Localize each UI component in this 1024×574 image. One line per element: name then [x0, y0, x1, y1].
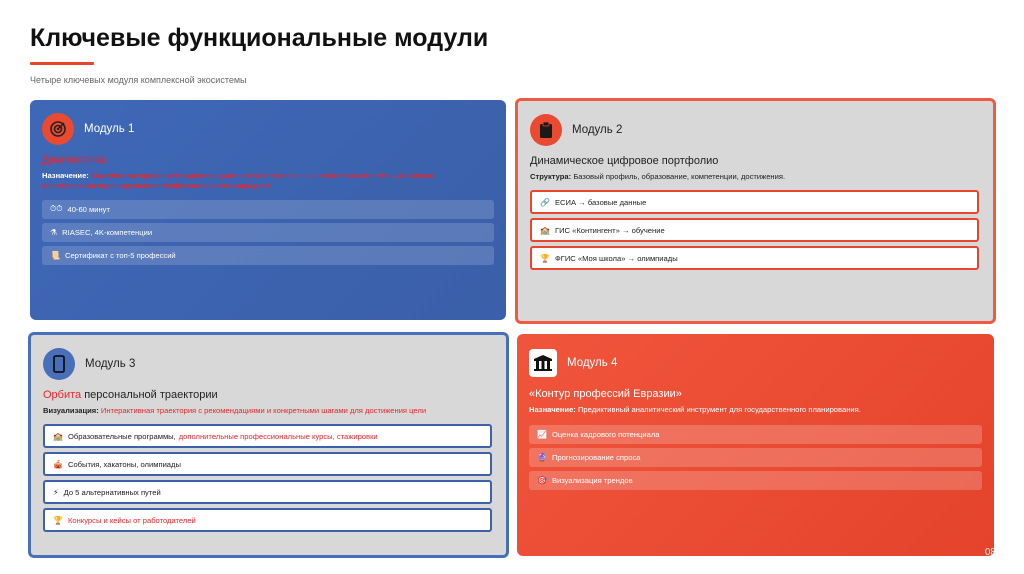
module-1-item-methods[interactable] — [42, 223, 494, 242]
module-3-item-contests[interactable] — [43, 508, 492, 532]
module-3-item-events[interactable] — [43, 452, 492, 476]
crystal-ball-icon: 🔮 — [537, 453, 547, 463]
module-3-heading-rest: персональной траектории — [81, 389, 218, 401]
module-1-desc-text: Комплексная профориентационная диагностика интересов, склонностей и компетенций с целью формирования индивидуального профессионального маршрута — [42, 171, 434, 191]
module-2-label: Модуль 2 — [572, 124, 623, 136]
module-4-desc-label: Назначение: — [529, 405, 576, 414]
module-1-heading: Диагностика — [42, 154, 106, 166]
module-1-card[interactable] — [30, 100, 506, 320]
list-item-text: 40-60 минут — [67, 204, 110, 214]
trophy-icon: 🏆 — [53, 515, 63, 525]
list-item-text: Прогнозирование спроса — [551, 453, 641, 463]
list-item-text-accent: Конкурсы и кейсы от работодателей — [67, 515, 196, 525]
building-icon — [529, 349, 557, 377]
module-1-item-duration[interactable] — [42, 200, 494, 219]
chart-icon: 📈 — [537, 430, 547, 440]
module-2-card[interactable] — [515, 98, 996, 324]
title-underline — [30, 62, 94, 65]
school-icon: 🏫 — [540, 225, 550, 235]
module-4-items — [529, 425, 982, 490]
list-item-text: ГИС «Контингент» → обучение — [554, 225, 665, 235]
lightning-icon: ⚡ — [53, 487, 59, 497]
list-item-text-accent: дополнительные профессиональные курсы, стажировки — [178, 431, 378, 441]
module-2-heading: Динамическое цифровое портфолио — [530, 155, 719, 167]
phone-icon — [43, 348, 75, 380]
module-3-items — [43, 424, 492, 532]
module-3-label: Модуль 3 — [85, 358, 136, 370]
list-item-text: Образовательные программы, — [67, 431, 176, 441]
list-item-text: Оценка кадрового потенциала — [551, 430, 660, 440]
list-item-text: До 5 альтернативных путей — [63, 487, 161, 497]
target-icon: 🎯 — [537, 476, 547, 486]
module-1-desc-label: Назначение: — [42, 171, 89, 180]
module-4-item-forecast[interactable] — [529, 448, 982, 467]
list-item-text: Сертификат с топ-5 профессий — [64, 250, 176, 260]
list-item-text: RIASEC, 4K-компетенции — [62, 227, 153, 237]
module-3-desc-label: Визуализация: — [43, 406, 99, 415]
module-4-item-trends[interactable] — [529, 471, 982, 490]
page-number: 08 — [984, 547, 996, 558]
module-3-item-programs[interactable] — [43, 424, 492, 448]
module-3-description — [43, 406, 494, 416]
module-1-item-certificate[interactable] — [42, 246, 494, 265]
module-1-label: Модуль 1 — [84, 123, 135, 135]
list-item-text: ФГИС «Моя школа» → олимпиады — [554, 253, 678, 263]
module-4-card[interactable] — [517, 334, 994, 556]
module-3-heading — [43, 389, 494, 401]
scroll-icon: 📜 — [50, 250, 60, 260]
school-icon: 🏫 — [53, 431, 63, 441]
circus-tent-icon: 🎪 — [53, 459, 63, 469]
page-title: Ключевые функциональные модули — [30, 24, 489, 52]
module-2-item-contingent[interactable] — [530, 218, 979, 242]
list-item-text: Визуализация трендов — [551, 476, 633, 486]
module-1-items — [42, 200, 494, 265]
module-2-items — [530, 190, 979, 270]
timer-icon: ⏱⏱ — [50, 204, 63, 213]
flask-icon: ⚗ — [50, 227, 58, 237]
page-subtitle: Четыре ключевых модуля комплексной экосистемы — [30, 75, 247, 85]
clipboard-icon — [530, 114, 562, 146]
module-2-description — [530, 172, 981, 182]
module-3-desc-text: Интерактивная траектория с рекомендациями и конкретными шагами для достижения цели — [100, 406, 427, 415]
module-2-desc-label: Структура: — [530, 172, 572, 181]
module-3-heading-accent: Орбита — [43, 389, 82, 401]
module-1-description — [42, 171, 462, 192]
module-2-item-esia[interactable] — [530, 190, 979, 214]
module-3-item-paths[interactable] — [43, 480, 492, 504]
module-4-label: Модуль 4 — [567, 357, 618, 369]
module-2-desc-text: Базовый профиль, образование, компетенции, достижения. — [573, 172, 786, 181]
module-4-description — [529, 405, 982, 415]
module-4-desc-text: Предиктивный аналитический инструмент для государственного планирования. — [577, 405, 861, 414]
list-item-text: ЕСИА → базовые данные — [554, 197, 647, 207]
module-2-item-my-school[interactable] — [530, 246, 979, 270]
module-3-card[interactable] — [28, 332, 509, 558]
link-icon: 🔗 — [540, 197, 550, 207]
list-item-text: События, хакатоны, олимпиады — [67, 459, 181, 469]
trophy-icon: 🏆 — [540, 253, 550, 263]
module-4-heading: «Контур профессий Евразии» — [529, 388, 682, 400]
target-icon — [42, 113, 74, 145]
module-4-item-potential[interactable] — [529, 425, 982, 444]
